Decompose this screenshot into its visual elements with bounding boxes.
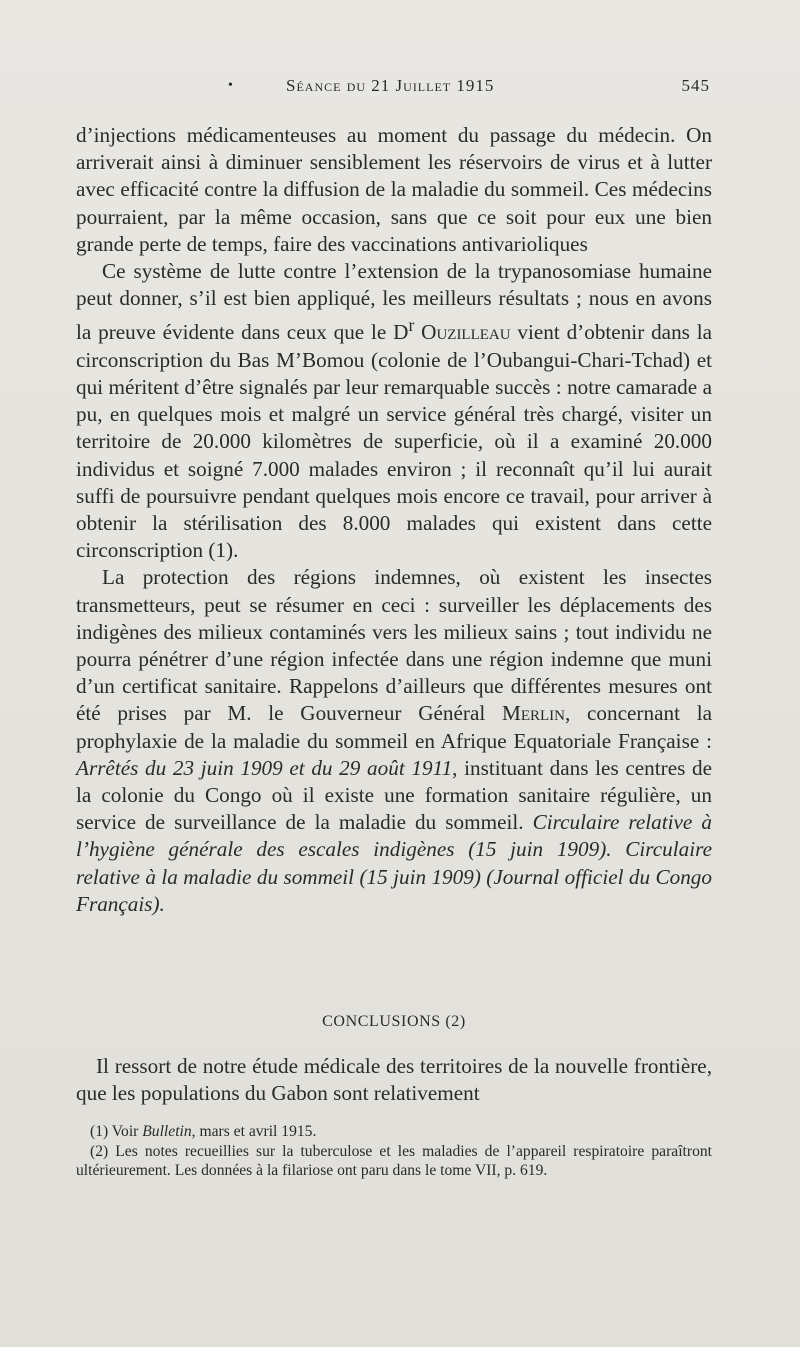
decrees-citation: Arrêtés du 23 juin 1909 et du 29 août 1911 bbox=[76, 755, 453, 780]
header-mark: • bbox=[228, 78, 234, 93]
conclusions-paragraph: Il ressort de notre étude médicale des territoires de la nouvelle frontière, que les populations du Gabon sont relativement bbox=[76, 1054, 712, 1105]
governor-name: Merlin bbox=[502, 701, 565, 726]
paragraph-3-part-2: , concernant la prophylaxie de la maladie du sommeil en Afrique Equatoriale Française : bbox=[76, 701, 712, 753]
body-text bbox=[76, 122, 712, 918]
page-number: 545 bbox=[681, 76, 710, 95]
conclusions-heading: CONCLUSIONS (2) bbox=[322, 1013, 466, 1030]
running-header bbox=[76, 76, 710, 102]
header-title: Séance du 21 Juillet 1915 bbox=[286, 76, 495, 95]
conclusions-text-block bbox=[76, 1053, 712, 1107]
paragraph-3 bbox=[76, 564, 712, 918]
doctor-abbrev-sup: r bbox=[408, 315, 415, 336]
footnote-2: (2) Les notes recueillies sur la tuberculose et les maladies de l’appareil respiratoire paraîtront ultérieurement. Les données à la filariose ont paru dans le tome VII, p. 619. bbox=[76, 1142, 712, 1180]
paragraph-2-part-1: Ce système de lutte contre l’extension de la trypanosomiase humaine peut donner, s’il est bien appliqué, les meilleurs résultats ; nous en avons la preuve évidente dans ceux que le D bbox=[76, 259, 712, 345]
footnote-1-journal: Bulletin bbox=[142, 1123, 192, 1140]
paragraph-3-part-1: La protection des régions indemnes, où existent les insectes transmetteurs, peut se résumer en ceci : surveiller les déplacements des indigènes des milieux contaminés vers les milieux sains ; tout individu ne pourra pénétrer d’une région infectée dans une région indemne que muni d’un certificat sanitaire. Rappelons d’ailleurs que différentes mesures ont été prises par M. le Gouverneur Général bbox=[76, 565, 712, 726]
paragraph-2 bbox=[76, 258, 712, 564]
paragraph-2-part-2: vient d’obtenir dans la circonscription du Bas M’Bomou (colonie de l’Oubangui-Chari-Tchad) et qui méritent d’être signalés par leur remarquable succès : notre camarade a pu, en quelques mois et malgré un service général très chargé, visiter un territoire de 20.000 kilomètres de superficie, où il a examiné 20.000 individus et soigné 7.000 malades environ ; il reconnaît qu’il lui aurait suffi de poursuivre pendant quelques mois encore ce travail, pour arriver à obtenir la stérilisation des 8.000 malades qui existent dans cette circonscription (1). bbox=[76, 320, 713, 563]
footnotes bbox=[76, 1122, 712, 1181]
footnote-1-part-1: (1) Voir bbox=[90, 1123, 143, 1140]
paragraph-1: d’injections médicamenteuses au moment du passage du médecin. On arriverait ainsi à diminuer sensiblement les réservoirs de virus et à lutter avec efficacité contre la diffusion de la maladie du sommeil. Ces médecins pourraient, par la même occasion, sans que ce soit pour eux une bien grande perte de temps, faire des vaccinations antivarioliques bbox=[76, 123, 712, 256]
footnote-1 bbox=[76, 1122, 712, 1142]
doctor-name: Ouzilleau bbox=[414, 320, 511, 345]
circulars-citation: Circulaire relative à l’hygiène générale des escales indigènes (15 juin 1909). Circulaire relative à la maladie du sommeil (15 juin 1909) (Journal officiel du Congo Français). bbox=[76, 810, 712, 916]
footnote-1-part-2: , mars et avril 1915. bbox=[191, 1123, 317, 1140]
paragraph-3-part-3: , instituant dans les centres de la colonie du Congo où il existe une formation sanitaire régulière, un service de surveillance de la maladie du sommeil. bbox=[76, 755, 712, 835]
